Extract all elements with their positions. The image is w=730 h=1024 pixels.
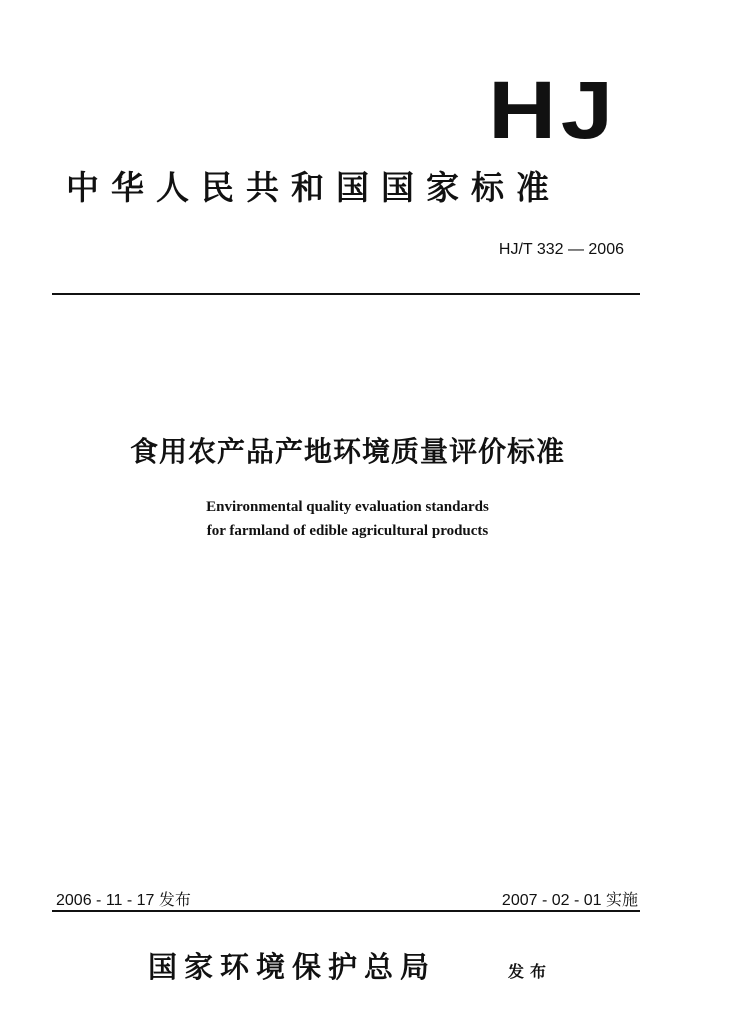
document-title-chinese: 食用农产品产地环境质量评价标准 — [129, 435, 565, 468]
hj-logo: HJ — [488, 65, 618, 156]
standard-number: HJ/T 332 — 2006 — [498, 241, 624, 258]
bottom-divider — [52, 910, 640, 912]
publisher-name: 国家环境保护总局 — [148, 950, 437, 984]
document-title-english-line1: Environmental quality evaluation standards — [206, 499, 489, 515]
national-standard-title: 中华人民共和国国家标准 — [66, 168, 561, 207]
issue-date: 2006 - 11 - 17 发布 — [56, 892, 191, 909]
document-title-english-line2: for farmland of edible agricultural products — [206, 523, 489, 539]
implementation-date: 2007 - 02 - 01 实施 — [501, 892, 638, 909]
top-divider — [52, 293, 640, 295]
publish-label: 发布 — [508, 962, 553, 981]
